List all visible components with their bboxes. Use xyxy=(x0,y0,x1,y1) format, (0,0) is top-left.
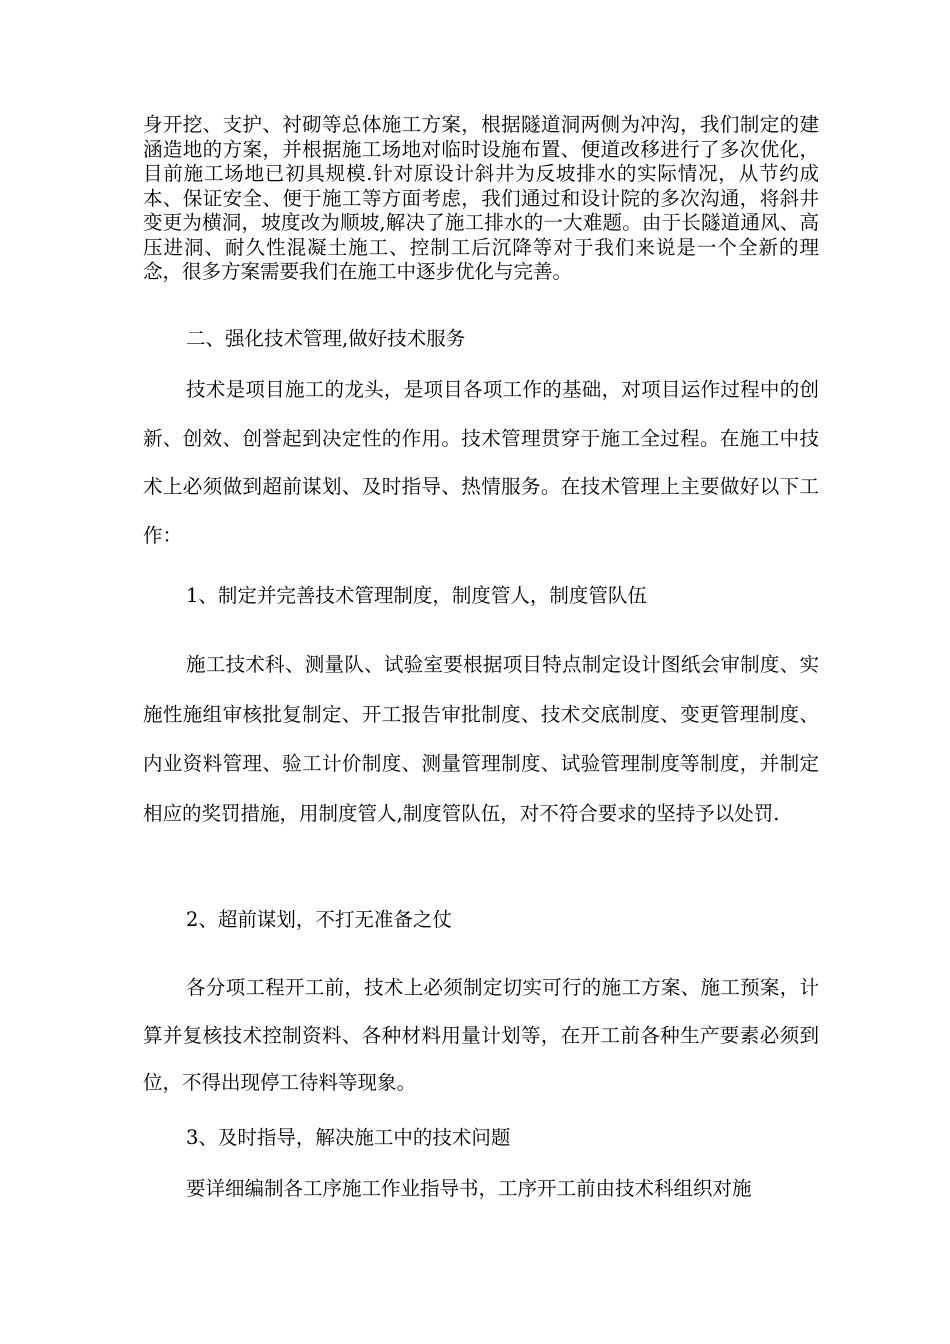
paragraph-management-system: 施工技术科、测量队、试验室要根据项目特点制定设计图纸会审制度、实施性施组审核批复制定、开工报告审批制度、技术交底制度、变更管理制度、内业资料管理、验工计价制度、测量管理制度、试验管理制度等制度，并制定相应的奖罚措施，用制度管人,制度管队伍，对不符合要求的坚持予以处罚. xyxy=(143,653,819,825)
paragraph-construction-plan: 身开挖、支护、衬砌等总体施工方案，根据隧道洞两侧为冲沟，我们制定的建涵造地的方案，并根据施工场地对临时设施布置、便道改移进行了多次优化，目前施工场地已初具规模.针对原设计斜井为反坡排水的实际情况，从节约成本、保证安全、便于施工等方面考虑，我们通过和设计院的多次沟通，将斜井变更为横洞，坡度改为顺坡,解决了施工排水的一大难题。由于长隧道通风、高压进洞、耐久性混凝土施工、控制工后沉降等对于我们来说是一个全新的理念，很多方案需要我们在施工中逐步优化与完善。 xyxy=(143,113,819,283)
paragraph-tech-role: 技术是项目施工的龙头，是项目各项工作的基础，对项目运作过程中的创新、创效、创誉起到决定性的作用。技术管理贯穿于施工全过程。在施工中技术上必须做到超前谋划、及时指导、热情服务。在技术管理上主要做好以下工作： xyxy=(143,378,819,547)
subheading-timely-guidance: 3、及时指导，解决施工中的技术问题 xyxy=(186,1126,511,1149)
section-heading-tech-management: 二、强化技术管理,做好技术服务 xyxy=(186,327,466,350)
subheading-management-system: 1、制定并完善技术管理制度，制度管人，制度管队伍 xyxy=(186,584,647,607)
paragraph-timely-guidance: 要详细编制各工序施工作业指导书，工序开工前由技术科组织对施 xyxy=(186,1177,752,1200)
paragraph-advance-planning: 各分项工程开工前，技术上必须制定切实可行的施工方案、施工预案，计算并复核技术控制资料、各种材料用量计划等，在开工前各种生产要素必须到位，不得出现停工待料等现象。 xyxy=(143,976,819,1094)
subheading-advance-planning: 2、超前谋划，不打无准备之仗 xyxy=(186,908,452,931)
